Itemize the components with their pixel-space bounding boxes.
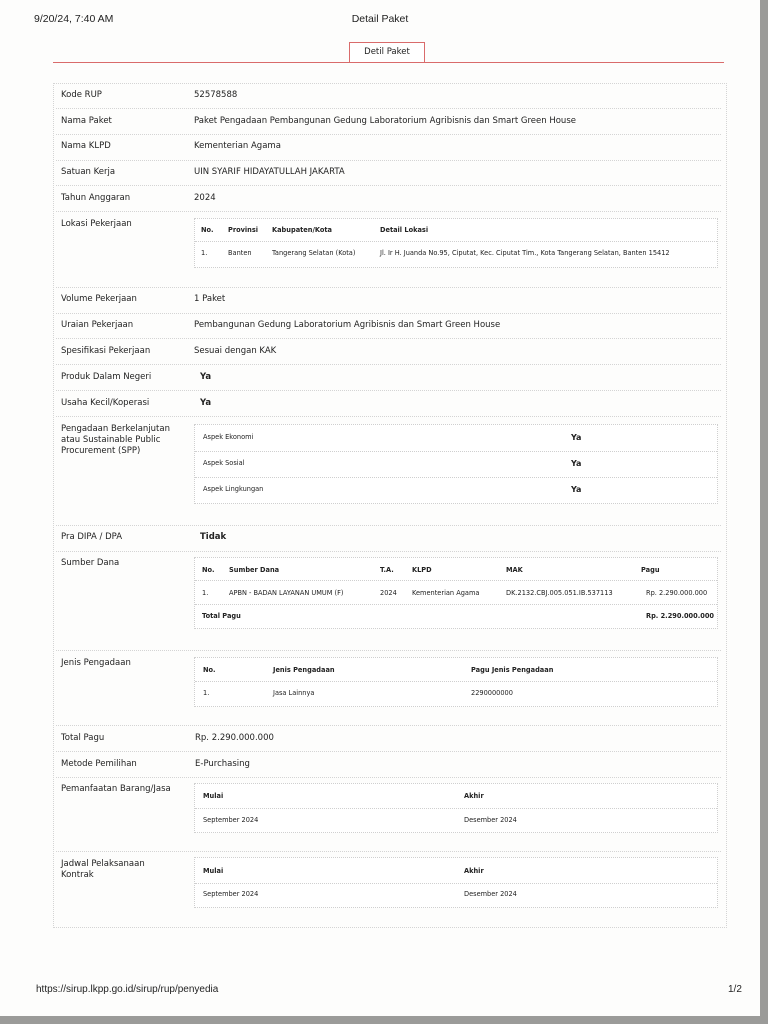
kode-rup-label: Kode RUP — [61, 90, 102, 100]
total-pagu-value: Rp. 2.290.000.000 — [195, 733, 274, 743]
lokasi-col-provinsi: Provinsi — [228, 226, 259, 234]
sumber-total-label: Total Pagu — [202, 612, 241, 620]
footer-url: https://sirup.lkpp.go.id/sirup/rup/penyedia — [36, 984, 219, 995]
jenis-header-divider — [195, 681, 717, 682]
metode-pemilihan-label: Metode Pemilihan — [61, 759, 137, 769]
pemanfaatan-table — [194, 783, 718, 833]
row-divider — [56, 185, 721, 186]
jadwal-header-divider — [195, 883, 717, 884]
row-divider — [56, 313, 721, 314]
jenis-col-pagu: Pagu Jenis Pengadaan — [471, 666, 554, 674]
jadwal-table — [194, 857, 718, 908]
spp-row-divider — [195, 477, 717, 478]
sumber-col-sumber: Sumber Dana — [229, 566, 280, 574]
sumber-dana-label: Sumber Dana — [61, 558, 120, 568]
row-divider — [56, 725, 721, 726]
row-divider — [56, 851, 721, 852]
row-divider — [56, 416, 721, 417]
print-title: Detail Paket — [351, 13, 409, 25]
spp-row-divider — [195, 451, 717, 452]
row-divider — [56, 751, 721, 752]
pemanfaatan-header-divider — [195, 808, 717, 809]
spp-aspect: Aspek Ekonomi — [203, 433, 254, 441]
row-divider — [56, 650, 721, 651]
spesifikasi-pekerjaan-label: Spesifikasi Pekerjaan — [61, 346, 151, 356]
nama-paket-value: Paket Pengadaan Pembangunan Gedung Laboratorium Agribisnis dan Smart Green House — [194, 116, 576, 126]
row-divider — [56, 551, 721, 552]
satuan-kerja-label: Satuan Kerja — [61, 167, 116, 177]
lokasi-header-divider — [195, 241, 717, 242]
lokasi-pekerjaan-label: Lokasi Pekerjaan — [61, 219, 132, 229]
pemanfaatan-mulai-value: September 2024 — [203, 816, 259, 824]
sumber-row-no: 1. — [202, 589, 209, 597]
lokasi-row-provinsi: Banten — [228, 249, 252, 257]
total-pagu-label: Total Pagu — [61, 733, 105, 743]
jenis-row-jenis: Jasa Lainnya — [273, 689, 315, 697]
sumber-total-divider — [195, 604, 717, 605]
lokasi-col-no: No. — [201, 226, 214, 234]
row-divider — [56, 338, 721, 339]
jadwal-label — [61, 859, 145, 881]
uraian-pekerjaan-label: Uraian Pekerjaan — [61, 320, 134, 330]
kode-rup-value: 52578588 — [194, 90, 238, 100]
tahun-anggaran-label: Tahun Anggaran — [61, 193, 131, 203]
lokasi-row-no: 1. — [201, 249, 208, 257]
jenis-row-pagu: 2290000000 — [471, 689, 513, 697]
spp-aspect: Aspek Sosial — [203, 459, 245, 467]
spp-label — [61, 424, 170, 457]
produk-dalam-negeri-value: Ya — [200, 372, 212, 382]
row-divider — [56, 525, 721, 526]
nama-klpd-label: Nama KLPD — [61, 141, 111, 151]
spesifikasi-pekerjaan-value: Sesuai dengan KAK — [194, 346, 277, 356]
row-divider — [56, 134, 721, 135]
footer-page-number: 1/2 — [728, 984, 742, 995]
lokasi-row-kabupaten: Tangerang Selatan (Kota) — [272, 249, 356, 257]
pra-dipa-value: Tidak — [200, 532, 227, 542]
tab-detil-paket[interactable]: Detil Paket — [349, 42, 425, 62]
row-divider — [56, 287, 721, 288]
sumber-row-klpd: Kementerian Agama — [412, 589, 480, 597]
pra-dipa-label: Pra DIPA / DPA — [61, 532, 123, 542]
jadwal-col-mulai: Mulai — [203, 867, 224, 875]
jadwal-label-line: Jadwal Pelaksanaan — [61, 859, 145, 869]
jadwal-akhir-value: Desember 2024 — [464, 890, 517, 898]
sumber-total-value: Rp. 2.290.000.000 — [646, 612, 714, 620]
sumber-header-divider — [195, 580, 717, 581]
jenis-pengadaan-table — [194, 657, 718, 707]
pemanfaatan-col-mulai: Mulai — [203, 792, 224, 800]
pemanfaatan-col-akhir: Akhir — [464, 792, 484, 800]
jadwal-col-akhir: Akhir — [464, 867, 484, 875]
tahun-anggaran-value: 2024 — [194, 193, 216, 203]
jenis-col-jenis: Jenis Pengadaan — [273, 666, 335, 674]
lokasi-col-detail: Detail Lokasi — [380, 226, 429, 234]
spp-aspect: Aspek Lingkungan — [203, 485, 264, 493]
jadwal-label-line: Kontrak — [61, 870, 94, 880]
lokasi-row-detail: Jl. Ir H. Juanda No.95, Ciputat, Kec. Ciputat Tim., Kota Tangerang Selatan, Banten 15412 — [380, 249, 670, 257]
spp-label-line: atau Sustainable Public — [61, 435, 161, 445]
usaha-kecil-label: Usaha Kecil/Koperasi — [61, 398, 150, 408]
volume-pekerjaan-value: 1 Paket — [194, 294, 226, 304]
sumber-col-pagu: Pagu — [641, 566, 660, 574]
row-divider — [56, 160, 721, 161]
tab-underline — [53, 62, 724, 63]
jadwal-mulai-value: September 2024 — [203, 890, 259, 898]
row-divider — [56, 364, 721, 365]
satuan-kerja-value: UIN SYARIF HIDAYATULLAH JAKARTA — [194, 167, 345, 177]
scan-edge-right — [760, 0, 768, 1024]
row-divider — [56, 211, 721, 212]
nama-paket-label: Nama Paket — [61, 116, 112, 126]
uraian-pekerjaan-value: Pembangunan Gedung Laboratorium Agribisnis dan Smart Green House — [194, 320, 501, 330]
sumber-col-klpd: KLPD — [412, 566, 432, 574]
spp-aspect-value: Ya — [571, 459, 582, 468]
spp-label-line: Procurement (SPP) — [61, 446, 141, 456]
nama-klpd-value: Kementerian Agama — [194, 141, 281, 151]
sumber-row-ta: 2024 — [380, 589, 397, 597]
sumber-row-sumber: APBN - BADAN LAYANAN UMUM (F) — [229, 589, 344, 597]
lokasi-table — [194, 218, 718, 268]
jenis-row-no: 1. — [203, 689, 210, 697]
sumber-row-pagu: Rp. 2.290.000.000 — [646, 589, 708, 597]
row-divider — [56, 777, 721, 778]
sumber-col-no: No. — [202, 566, 215, 574]
scan-edge-bottom — [0, 1016, 768, 1024]
usaha-kecil-value: Ya — [200, 398, 212, 408]
spp-table — [194, 424, 718, 504]
row-divider — [56, 108, 721, 109]
lokasi-col-kabupaten: Kabupaten/Kota — [272, 226, 332, 234]
sumber-dana-table — [194, 557, 718, 629]
volume-pekerjaan-label: Volume Pekerjaan — [61, 294, 137, 304]
jenis-pengadaan-label: Jenis Pengadaan — [61, 658, 131, 668]
sumber-col-ta: T.A. — [380, 566, 394, 574]
jenis-col-no: No. — [203, 666, 216, 674]
row-divider — [56, 390, 721, 391]
spp-label-line: Pengadaan Berkelanjutan — [61, 424, 170, 434]
spp-aspect-value: Ya — [571, 433, 582, 442]
metode-pemilihan-value: E-Purchasing — [195, 759, 250, 769]
sumber-col-mak: MAK — [506, 566, 523, 574]
produk-dalam-negeri-label: Produk Dalam Negeri — [61, 372, 152, 382]
print-datetime: 9/20/24, 7:40 AM — [34, 13, 114, 25]
sumber-row-mak: DK.2132.CBJ.005.051.IB.537113 — [506, 589, 613, 597]
spp-aspect-value: Ya — [571, 485, 582, 494]
pemanfaatan-akhir-value: Desember 2024 — [464, 816, 517, 824]
pemanfaatan-label: Pemanfaatan Barang/Jasa — [61, 784, 171, 794]
